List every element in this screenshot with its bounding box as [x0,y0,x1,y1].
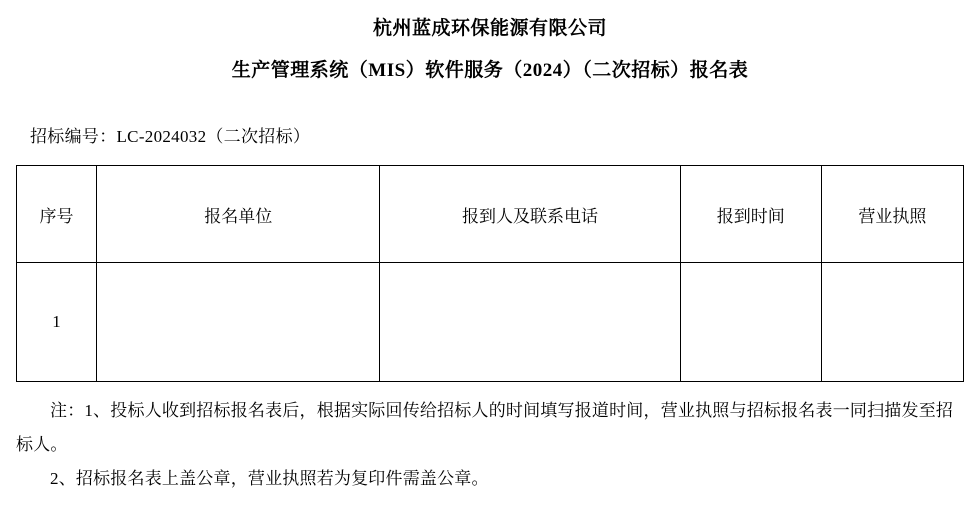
document-title-block [0,0,980,86]
company-name-title: 杭州蓝成环保能源有限公司 [372,18,607,39]
bid-number: 招标编号：LC-2024032（二次招标） [30,127,311,146]
note-item-2: 2、招标报名表上盖公章，营业执照若为复印件需盖公章。 [50,469,489,488]
cell-time[interactable] [680,263,821,382]
cell-unit[interactable] [97,263,380,382]
table-row [17,263,964,382]
cell-contact[interactable] [380,263,680,382]
note-item-1: 注：1、投标人收到招标报名表后，根据实际回传给招标人的时间填写报道时间，营业执照与招标报名表一同扫描发至招标人。 [16,401,954,454]
table-header-time: 报到时间 [680,166,821,263]
table-header-unit: 报名单位 [97,166,380,263]
table-header-license: 营业执照 [821,166,963,263]
notes-section [16,394,964,496]
table-header-contact: 报到人及联系电话 [380,166,680,263]
cell-seq: 1 [17,263,97,382]
table-header-row [17,166,964,263]
form-name-title: 生产管理系统（MIS）软件服务（2024）（二次招标）报名表 [231,60,749,81]
table-header-seq: 序号 [17,166,97,263]
registration-table [16,165,964,382]
cell-license[interactable] [821,263,963,382]
